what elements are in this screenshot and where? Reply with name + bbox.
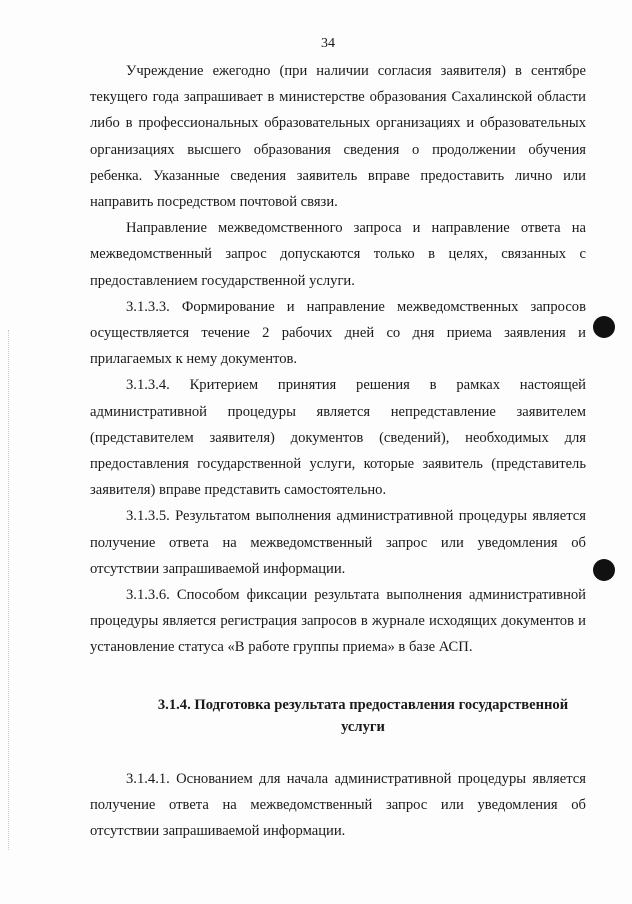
paragraph-3-1-4-1: 3.1.4.1. Основанием для начала административной процедуры является получение ответа на межведомственный запрос или уведомления об отсутствии запрашиваемой информации. <box>90 770 586 840</box>
page-number: 34 <box>321 36 335 51</box>
paragraph-3-1-3-4: 3.1.3.4. Критерием принятия решения в рамках настоящей административной процедуры является непредставление заявителем (представителем заявителя) документов (сведений), необходимых для предоставления государственной услуги, которые заявитель (представитель заявителя) вправе представить самостоятельно. <box>90 377 586 499</box>
paragraph-annual-request: Учреждение ежегодно (при наличии согласия заявителя) в сентябре текущего года запрашивает в министерстве образования Сахалинской области либо в профессиональных образовательных организациях и образовательных организациях высшего образования сведения о продолжении обучения ребенка. Указанные сведения заявитель вправе предоставить лично или направить посредством почтовой связи. <box>90 63 586 211</box>
section-heading-3-1-4: 3.1.4. Подготовка результата предоставления государственной услуги <box>157 696 569 735</box>
paragraph-3-1-3-6: 3.1.3.6. Способом фиксации результата выполнения административной процедуры является регистрация запросов в журнале исходящих документов и установление статуса «В работе группы приема» в базе АСП. <box>90 587 586 656</box>
document-body <box>90 58 586 844</box>
scan-margin-artifact <box>8 330 10 850</box>
paragraph-3-1-3-3: 3.1.3.3. Формирование и направление межведомственных запросов осуществляется течение 2 рабочих дней со дня приема заявления и прилагаемых к нему документов. <box>90 298 586 368</box>
hole-punch-mark <box>593 316 615 338</box>
hole-punch-mark <box>593 559 615 581</box>
paragraph-3-1-3-5: 3.1.3.5. Результатом выполнения административной процедуры является получение ответа на межведомственный запрос или уведомления об отсутствии запрашиваемой информации. <box>90 508 586 577</box>
paragraph-interagency-purpose: Направление межведомственного запроса и направление ответа на межведомственный запрос допускаются только в целях, связанных с предоставлением государственной услуги. <box>90 220 586 289</box>
